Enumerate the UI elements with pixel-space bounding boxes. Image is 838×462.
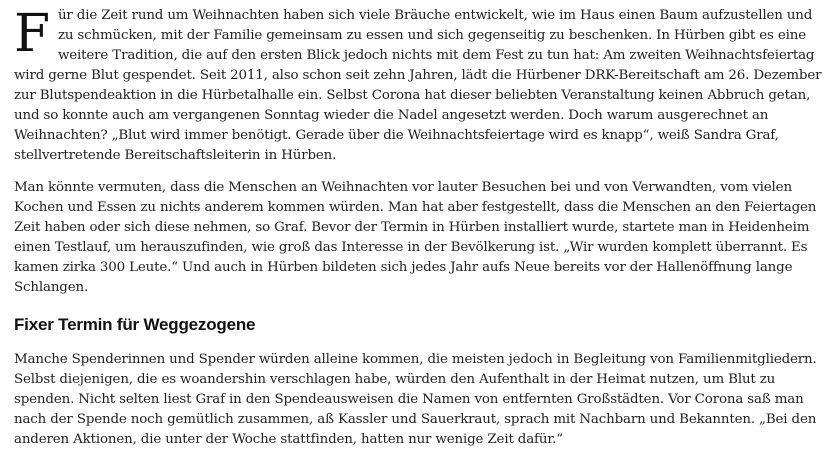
article-paragraph-2: Man könnte vermuten, dass die Menschen an Weihnachten vor lauter Besuchen bei und von Verwandten, vom vielen Kochen und Essen zu nichts anderem kommen würden. Man hat aber festgestellt, dass die Menschen an den Feiertagen Zeit haben oder sich diese nehmen, so Graf. Bevor der Termin in Hürben installiert wurde, startete man in Heidenheim einen Testlauf, um herauszufinden, wie groß das Interesse in der Bevölkerung ist. „Wir wurden komplett überrannt. Es kamen zirka 300 Leute.“ Und auch in Hürben bildeten sich jedes Jahr aufs Neue bereits vor der Hallenöffnung lange Schlangen. [14, 180, 817, 295]
article-body [14, 6, 826, 462]
article-paragraph-3: Manche Spenderinnen und Spender würden alleine kommen, die meisten jedoch in Begleitung von Familienmitgliedern. Selbst diejenigen, die es woandershin verschlagen habe, würden den Aufenthalt in der Heimat nutzen, um Blut zu spenden. Nicht selten liest Graf in den Spendeausweisen die Namen von entfernten Großstädten. Vor Corona saß man nach der Spende noch gemütlich zusammen, aß Kassler und Sauerkraut, sprach mit Nachbarn und Bekannten. „Bei den anderen Aktionen, die unter der Woche stattfinden, hatten nur wenige Zeit dafür.“ [14, 352, 817, 447]
intro-paragraph-text: ür die Zeit rund um Weihnachten haben sich viele Bräuche entwickelt, wie im Haus einen Baum aufzustellen und zu schmücken, mit der Familie gemeinsam zu essen und sich gegenseitig zu beschenken. In Hürben gibt es eine weitere Tradition, die auf den ersten Blick jedoch nichts mit dem Fest zu tun hat: Am zweiten Weihnachtsfeiertag wird gerne Blut gespendet. Seit 2011, also schon seit zehn Jahren, lädt die Hürbener DRK-Bereitschaft am 26. Dezember zur Blutspendeaktion in die Hürbetalhalle ein. Selbst Corona hat dieser beliebten Veranstaltung keinen Abbruch getan, und so konnte auch am vergangenen Sonntag wieder die Nadel angesetzt werden. Doch warum ausgerechnet an Weihnachten? „Blut wird immer benötigt. Gerade über die Weihnachtsfeiertage wird es knapp“, weiß Sandra Graf, stellvertretende Bereitschaftsleiterin in Hürben. [14, 8, 822, 163]
drop-cap: F [14, 4, 50, 64]
article-paragraph-intro [14, 6, 826, 166]
section-subheading: Fixer Termin für Weggezogene [14, 315, 256, 334]
